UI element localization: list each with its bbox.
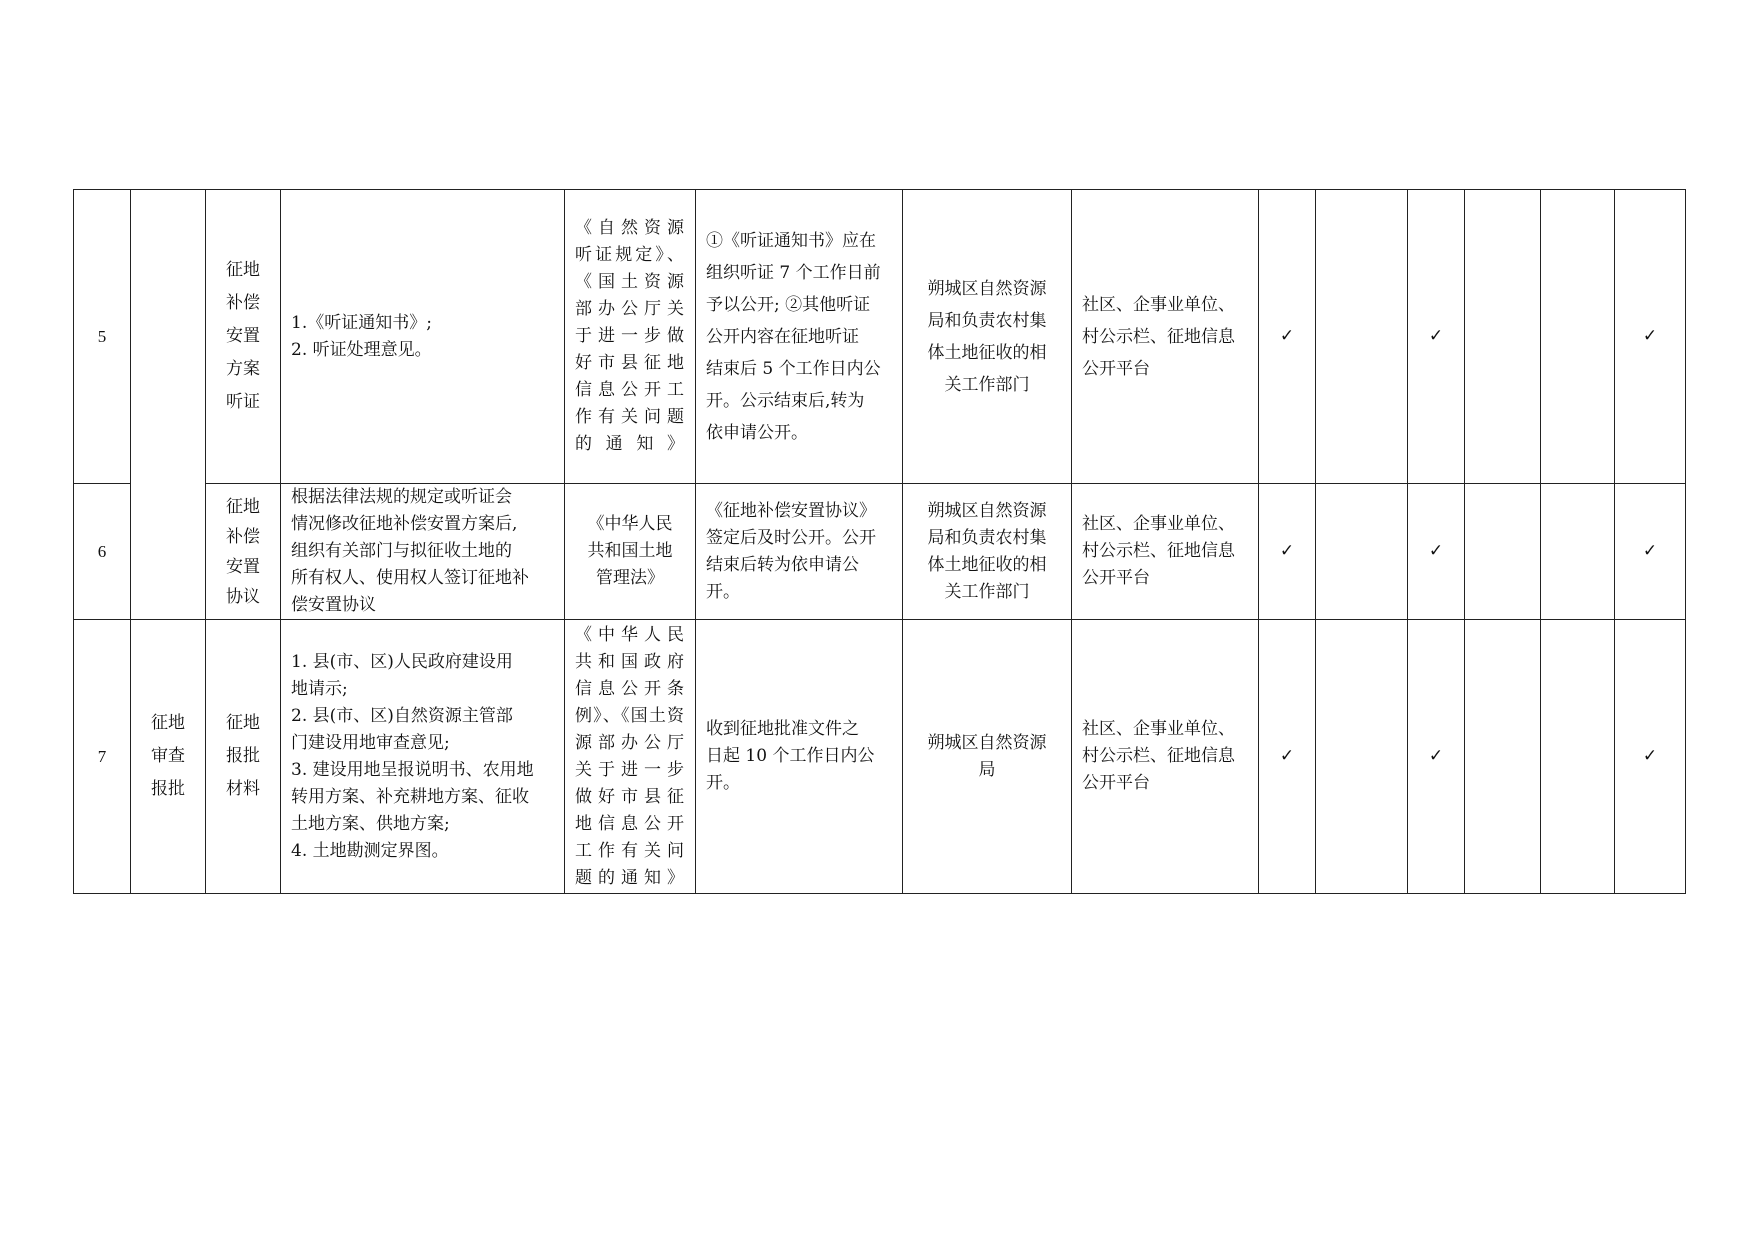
text-line: 《自然资源 — [575, 218, 685, 238]
text-line: 结束后转为依申请公 — [706, 554, 859, 575]
check-cell: ✓ — [1615, 190, 1686, 484]
text-line: 共和国政府 — [575, 651, 685, 672]
text-line: 所有权人、使用权人签订征地补 — [291, 568, 529, 588]
check-cell — [1465, 190, 1541, 484]
text-line: 地信息公开 — [575, 813, 685, 834]
text-line: 转用方案、补充耕地方案、征收 — [291, 786, 529, 807]
text-line: 补偿 — [226, 526, 260, 547]
check-cell: ✓ — [1408, 484, 1465, 620]
table-row — [74, 190, 1686, 484]
text-line: 协议 — [226, 586, 260, 607]
subject-cell — [903, 190, 1072, 484]
row-number: 7 — [74, 620, 131, 894]
text-line: 3. 建设用地呈报说明书、农用地 — [291, 759, 534, 780]
text-line: 听证规定》、 — [575, 245, 685, 265]
check-cell — [1316, 190, 1408, 484]
check-cell: ✓ — [1408, 190, 1465, 484]
text-line: 材料 — [226, 779, 260, 799]
text-line: 门建设用地审查意见; — [291, 732, 450, 753]
category-cell — [131, 620, 206, 894]
text-line: 结束后 5 个工作日内公 — [706, 358, 881, 379]
time-cell — [696, 484, 903, 620]
text-line: 好市县征地 — [575, 353, 685, 373]
text-line: 朔城区自然资源 — [927, 732, 1047, 753]
text-line: 于进一步做 — [575, 326, 685, 346]
text-line: 《征地补偿安置协议》 — [706, 500, 876, 521]
channel-cell — [1072, 190, 1259, 484]
check-cell — [1465, 620, 1541, 894]
text-line: 偿安置协议 — [291, 595, 376, 615]
text-line: 予以公开; ②其他听证 — [706, 294, 871, 315]
channel-cell — [1072, 620, 1259, 894]
text-line: 朔城区自然资源 — [927, 278, 1047, 299]
text-line: 《中华人民 — [587, 514, 673, 534]
text-line: 安置 — [226, 326, 260, 346]
text-line: 1. 县(市、区)人民政府建设用 — [291, 651, 513, 672]
text-line: 征地 — [226, 496, 260, 517]
time-cell — [696, 620, 903, 894]
text-line: 村公示栏、征地信息 — [1082, 541, 1235, 561]
text-line: 地请示; — [291, 678, 348, 699]
text-line: 开。公示结束后,转为 — [706, 390, 865, 411]
text-line: 开。 — [706, 581, 740, 602]
basis-cell — [565, 484, 696, 620]
content-cell — [281, 190, 565, 484]
check-cell — [1465, 484, 1541, 620]
text-line: 工作有关问 — [575, 840, 685, 861]
text-line: 做好市县征 — [575, 786, 685, 807]
check-cell — [1316, 484, 1408, 620]
basis-cell — [565, 620, 696, 894]
text-line: 村公示栏、征地信息 — [1082, 746, 1235, 766]
text-line: 情况修改征地补偿安置方案后, — [291, 514, 518, 534]
text-line: 补偿 — [226, 293, 260, 313]
text-line: 例》、《国土资 — [575, 705, 685, 726]
content-cell — [281, 484, 565, 620]
check-cell: ✓ — [1408, 620, 1465, 894]
table-row — [74, 620, 1686, 894]
time-cell — [696, 190, 903, 484]
check-cell: ✓ — [1259, 620, 1316, 894]
check-cell: ✓ — [1615, 620, 1686, 894]
text-line: ①《听证通知书》应在 — [706, 230, 876, 251]
text-line: 村公示栏、征地信息 — [1082, 326, 1235, 347]
text-line: 体土地征收的相 — [927, 554, 1047, 575]
text-line: 信息公开工 — [575, 380, 685, 400]
text-line: 2. 县(市、区)自然资源主管部 — [291, 705, 513, 726]
check-cell — [1541, 620, 1615, 894]
row-number: 5 — [74, 190, 131, 484]
text-line: 组织听证 7 个工作日前 — [706, 262, 881, 283]
item-cell — [206, 484, 281, 620]
text-line: 2. 听证处理意见。 — [291, 339, 432, 360]
text-line: 部办公厅关 — [575, 299, 685, 319]
check-cell — [1541, 484, 1615, 620]
text-line: 4. 土地勘测定界图。 — [291, 840, 449, 861]
text-line: 作有关问题 — [575, 407, 685, 427]
text-line: 安置 — [226, 556, 260, 577]
check-cell — [1316, 620, 1408, 894]
item-cell — [206, 190, 281, 484]
channel-cell — [1072, 484, 1259, 620]
text-line: 社区、企事业单位、 — [1082, 514, 1235, 534]
subject-cell — [903, 620, 1072, 894]
text-line: 共和国土地 — [587, 541, 673, 561]
basis-cell — [565, 190, 696, 484]
text-line: 管理法》 — [596, 568, 664, 588]
text-line: 题的通知》 — [575, 867, 685, 888]
text-line: 公开平台 — [1082, 568, 1150, 588]
text-line: 的通知》 — [575, 434, 685, 454]
text-line: 局和负责农村集 — [927, 310, 1047, 331]
text-line: 方案 — [226, 359, 260, 379]
text-line: 公开平台 — [1082, 773, 1150, 793]
text-line: 征地 — [226, 260, 260, 280]
text-line: 审查 — [151, 746, 185, 766]
check-cell: ✓ — [1259, 484, 1316, 620]
row-number: 6 — [74, 484, 131, 620]
text-line: 关于进一步 — [575, 759, 685, 780]
text-line: 《中华人民 — [575, 624, 685, 645]
subject-cell — [903, 484, 1072, 620]
check-cell: ✓ — [1615, 484, 1686, 620]
text-line: 根据法律法规的规定或听证会 — [291, 487, 512, 507]
text-line: 社区、企事业单位、 — [1082, 294, 1235, 315]
text-line: 依申请公开。 — [706, 422, 808, 443]
text-line: 征地 — [226, 713, 260, 733]
item-cell — [206, 620, 281, 894]
text-line: 征地 — [151, 713, 185, 733]
text-line: 公开平台 — [1082, 358, 1150, 379]
text-line: 《国土资源 — [575, 272, 685, 292]
table-row — [74, 484, 1686, 620]
category-cell — [131, 190, 206, 620]
text-line: 签定后及时公开。公开 — [706, 527, 876, 548]
text-line: 报批 — [226, 746, 260, 766]
text-line: 局 — [978, 759, 996, 780]
disclosure-table — [73, 189, 1686, 894]
text-line: 社区、企事业单位、 — [1082, 719, 1235, 739]
text-line: 体土地征收的相 — [927, 342, 1047, 363]
check-cell: ✓ — [1259, 190, 1316, 484]
text-line: 开。 — [706, 773, 740, 793]
text-line: 日起 10 个工作日内公 — [706, 746, 875, 766]
check-cell — [1541, 190, 1615, 484]
text-line: 公开内容在征地听证 — [706, 326, 859, 347]
text-line: 信息公开条 — [575, 678, 685, 699]
content-cell — [281, 620, 565, 894]
text-line: 收到征地批准文件之 — [706, 719, 859, 739]
text-line: 1.《听证通知书》; — [291, 312, 432, 333]
text-line: 听证 — [226, 392, 260, 412]
text-line: 报批 — [151, 779, 185, 799]
text-line: 源部办公厅 — [575, 732, 685, 753]
text-line: 关工作部门 — [944, 374, 1030, 395]
text-line: 组织有关部门与拟征收土地的 — [291, 541, 512, 561]
text-line: 土地方案、供地方案; — [291, 813, 450, 834]
text-line: 朔城区自然资源 — [927, 500, 1047, 521]
text-line: 关工作部门 — [944, 581, 1030, 602]
text-line: 局和负责农村集 — [927, 527, 1047, 548]
